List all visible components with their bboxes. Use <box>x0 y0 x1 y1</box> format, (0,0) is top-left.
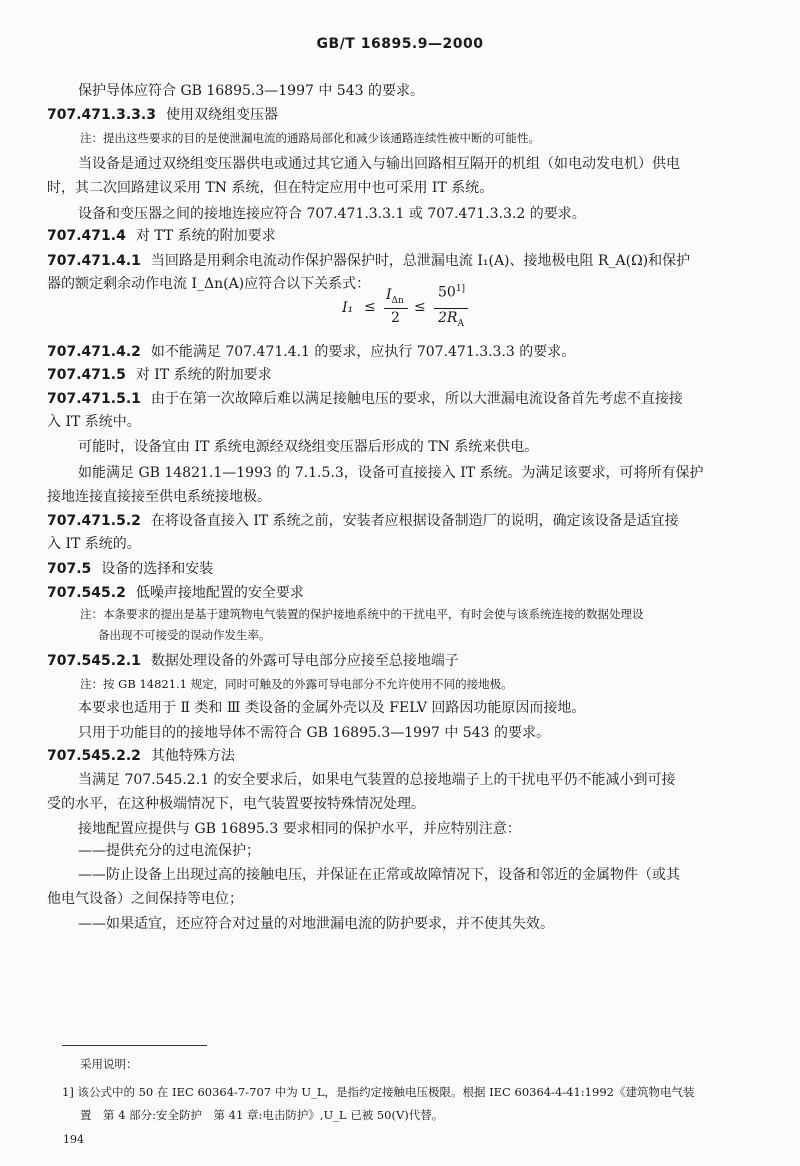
formula-frac1-numerator: I <box>386 287 392 303</box>
page-number: 194 <box>63 1133 84 1146</box>
section-707-471-4-2 <box>47 341 575 361</box>
footnote-divider <box>62 1045 207 1046</box>
footnote-line: 置 第 4 部分:安全防护 第 41 章:电击防护》,U_L 已被 50(V)代替。 <box>80 1108 444 1122</box>
footnote-marker: 1] <box>455 284 466 294</box>
note: 备出现不可接受的误动作发生率。 <box>98 628 271 642</box>
section-title: 对 TT 系统的附加要求 <box>135 228 276 244</box>
section-title: 其他特殊方法 <box>150 748 235 764</box>
paragraph-line: 如能满足 GB 14821.1—1993 的 7.1.5.3，设备可直接接入 IT 系统。为满足该要求，可将所有保护 <box>78 465 704 481</box>
footnote-line: 1] 该公式中的 50 在 IEC 60364-7-707 中为 U_L，是指约定接触电压极限。根据 IEC 60364-4-41:1992《建筑物电气装 <box>62 1085 695 1099</box>
section-707-471-5-1 <box>47 388 683 408</box>
section-text: 在将设备直接入 IT 系统之前，安装者应根据设备制造厂的说明，确定该设备是适宜接 <box>150 513 679 529</box>
note: 注：本条要求的提出是基于建筑物电气装置的保护接地系统中的干扰电平，有时会使与该系统连接的数据处理设 <box>80 607 644 621</box>
formula-le-sign: ≤ <box>414 299 426 315</box>
section-title: 数据处理设备的外露可导电部分应接至总接地端子 <box>150 653 459 669</box>
paragraph-line: 当满足 707.545.2.1 的安全要求后，如果电气装置的总接地端子上的干扰电平仍不能减小到可接 <box>78 772 676 788</box>
section-title: 设备的选择和安装 <box>101 561 214 577</box>
formula-frac1-numerator-sub: Δn <box>391 295 404 306</box>
paragraph-line: 受的水平，在这种极端情况下，电气装置要按特殊情况处理。 <box>47 796 425 812</box>
section-title: 对 IT 系统的附加要求 <box>135 367 272 383</box>
section-number: 707.471.4 <box>47 228 126 244</box>
section-707-545-2-1 <box>47 650 459 670</box>
paragraph-line: 接地配置应提供与 GB 16895.3 要求相同的保护水平，并应特别注意： <box>78 821 521 837</box>
formula-fraction-bar <box>384 308 408 309</box>
paragraph-line: 时，其二次回路建议采用 TN 系统，但在特定应用中也可采用 IT 系统。 <box>47 180 494 196</box>
section-707-471-5 <box>47 364 272 384</box>
section-number: 707.545.2.2 <box>47 748 141 764</box>
formula-frac2-numerator: 50 <box>438 284 456 301</box>
section-number: 707.545.2 <box>47 585 126 601</box>
note: 注：提出这些要求的目的是使泄漏电流的通路局部化和减少该通路连续性被中断的可能性。 <box>80 131 540 145</box>
section-number: 707.5 <box>47 561 92 577</box>
formula-le-sign: ≤ <box>364 299 376 315</box>
section-707-471-5-2 <box>47 510 679 530</box>
dash-item: ——如果适宜，还应符合对过量的对地泄漏电流的防护要求，并不使其失效。 <box>78 916 554 932</box>
paragraph-line: 可能时，设备宜由 IT 系统电源经双绕组变压器后形成的 TN 系统来供电。 <box>78 439 539 455</box>
section-number: 707.471.5.2 <box>47 513 141 529</box>
section-number: 707.471.4.1 <box>47 253 141 269</box>
section-707-545-2 <box>47 582 304 602</box>
section-title: 使用双绕组变压器 <box>165 107 278 123</box>
section-text: 当回路是用剩余电流动作保护器保护时，总泄漏电流 I₁(A)、接地极电阻 R_A(Ω)和保护 <box>150 253 691 269</box>
section-707-471-4 <box>47 225 276 245</box>
formula-frac1-denominator: 2 <box>391 310 400 326</box>
document-header: GB/T 16895.9—2000 <box>316 36 484 52</box>
section-number: 707.545.2.1 <box>47 653 141 669</box>
section-707-545-2-2 <box>47 745 235 765</box>
note: 注：按 GB 14821.1 规定，同时可触及的外露可导电部分不允许使用不同的接地极。 <box>80 677 513 691</box>
dash-item: ——防止设备上出现过高的接触电压，并保证在正常或故障情况下，设备和邻近的金属物件（或其 <box>78 867 680 883</box>
section-number: 707.471.3.3.3 <box>47 107 156 123</box>
paragraph-line: 本要求也适用于 Ⅱ 类和 Ⅲ 类设备的金属外壳以及 FELV 回路因功能原因而接地。 <box>78 700 586 716</box>
paragraph-line: 设备和变压器之间的接地连接应符合 707.471.3.3.1 或 707.471.3.3.2 的要求。 <box>78 206 586 222</box>
paragraph-line: 接地连接直接接至供电系统接地极。 <box>47 489 271 505</box>
paragraph-line: 当设备是通过双绕组变压器供电或通过其它通入与输出回路相互隔开的机组（如电动发电机）供电 <box>78 156 680 172</box>
section-707-471-3-3-3 <box>47 104 278 124</box>
formula-frac2-denominator-sub: A <box>457 318 464 329</box>
formula-frac2-denominator: 2R <box>438 310 458 326</box>
paragraph-line: 器的额定剩余动作电流 I_Δn(A)应符合以下关系式： <box>47 276 371 292</box>
section-title: 低噪声接地配置的安全要求 <box>135 585 304 601</box>
section-707-471-4-1 <box>47 250 690 270</box>
dash-item-continuation: 他电气设备）之间保持等电位； <box>47 891 243 907</box>
section-707-5 <box>47 558 213 578</box>
paragraph-line: 入 IT 系统的。 <box>47 536 141 552</box>
dash-item: ——提供充分的过电流保护； <box>78 843 260 859</box>
section-number: 707.471.5.1 <box>47 391 141 407</box>
formula-lhs: I₁ <box>342 300 354 316</box>
paragraph-line: 入 IT 系统中。 <box>47 414 141 430</box>
formula-fraction-bar <box>434 308 468 309</box>
section-number: 707.471.4.2 <box>47 344 141 360</box>
leakage-current-formula <box>340 284 500 331</box>
section-number: 707.471.5 <box>47 367 126 383</box>
paragraph-line: 只用于功能目的的接地导体不需符合 GB 16895.3—1997 中 543 的要求。 <box>78 725 550 741</box>
section-text: 由于在第一次故障后难以满足接触电压的要求，所以大泄漏电流设备首先考虑不直接接 <box>150 391 683 407</box>
paragraph-line: 保护导体应符合 GB 16895.3—1997 中 543 的要求。 <box>78 83 424 99</box>
footnote-title: 采用说明： <box>80 1057 138 1071</box>
section-text: 如不能满足 707.471.4.1 的要求，应执行 707.471.3.3.3 的要求。 <box>150 344 576 360</box>
